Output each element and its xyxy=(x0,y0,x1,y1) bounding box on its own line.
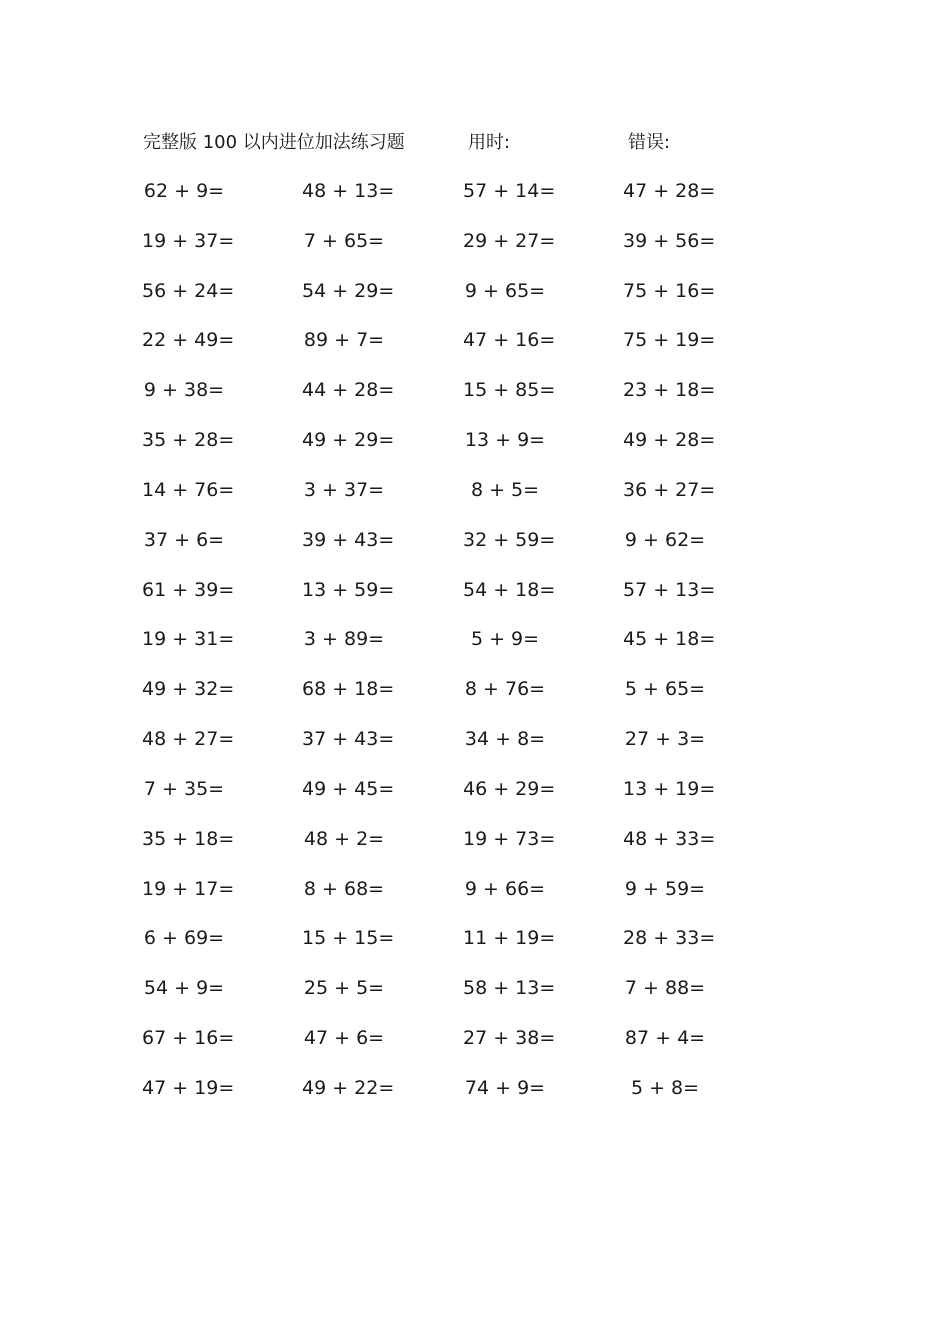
problem-row xyxy=(0,869,950,919)
problem-row xyxy=(0,271,950,321)
addition-problem: 19 + 73= xyxy=(463,827,556,850)
addition-problem: 35 + 28= xyxy=(142,429,235,452)
addition-problem: 61 + 39= xyxy=(142,578,235,601)
addition-problem: 39 + 56= xyxy=(623,229,716,252)
addition-problem: 9 + 62= xyxy=(624,528,706,551)
worksheet-title: 完整版 100 以内进位加法练习题 xyxy=(143,132,405,153)
addition-problem: 25 + 5= xyxy=(303,977,385,1000)
addition-problem: 34 + 8= xyxy=(464,728,546,751)
addition-problem: 48 + 2= xyxy=(303,827,385,850)
addition-problem: 56 + 24= xyxy=(142,279,235,302)
addition-problem: 35 + 18= xyxy=(142,827,235,850)
problem-row xyxy=(0,520,950,570)
problem-row xyxy=(0,619,950,669)
addition-problem: 58 + 13= xyxy=(463,977,556,1000)
addition-problem: 13 + 59= xyxy=(302,578,395,601)
error-label: 错误: xyxy=(628,132,671,153)
addition-problem: 47 + 16= xyxy=(463,329,556,352)
addition-problem: 49 + 29= xyxy=(302,429,395,452)
addition-problem: 13 + 19= xyxy=(623,777,716,800)
addition-problem: 39 + 43= xyxy=(302,528,395,551)
problem-row xyxy=(0,171,950,221)
addition-problem: 9 + 38= xyxy=(143,379,225,402)
addition-problem: 57 + 13= xyxy=(623,578,716,601)
addition-problem: 68 + 18= xyxy=(302,678,395,701)
addition-problem: 19 + 37= xyxy=(142,229,235,252)
addition-problem: 9 + 65= xyxy=(464,279,546,302)
problem-row xyxy=(0,819,950,869)
addition-problem: 22 + 49= xyxy=(142,329,235,352)
problem-row xyxy=(0,420,950,470)
addition-problem: 75 + 19= xyxy=(623,329,716,352)
problem-grid xyxy=(0,171,950,1118)
addition-problem: 28 + 33= xyxy=(623,927,716,950)
addition-problem: 13 + 9= xyxy=(464,429,546,452)
addition-problem: 44 + 28= xyxy=(302,379,395,402)
addition-problem: 48 + 27= xyxy=(142,728,235,751)
addition-problem: 6 + 69= xyxy=(143,927,225,950)
problem-row xyxy=(0,320,950,370)
problem-row xyxy=(0,769,950,819)
addition-problem: 9 + 59= xyxy=(624,877,706,900)
problem-row xyxy=(0,968,950,1018)
problem-row xyxy=(0,719,950,769)
addition-problem: 45 + 18= xyxy=(623,628,716,651)
addition-problem: 37 + 6= xyxy=(143,528,225,551)
problem-row xyxy=(0,918,950,968)
time-label: 用时: xyxy=(468,132,511,153)
addition-problem: 15 + 15= xyxy=(302,927,395,950)
worksheet-header xyxy=(0,126,950,160)
addition-problem: 5 + 9= xyxy=(470,628,540,651)
addition-problem: 49 + 45= xyxy=(302,777,395,800)
addition-problem: 62 + 9= xyxy=(143,180,225,202)
addition-problem: 67 + 16= xyxy=(142,1027,235,1050)
addition-problem: 46 + 29= xyxy=(463,777,556,800)
problem-row xyxy=(0,669,950,719)
addition-problem: 11 + 19= xyxy=(463,927,556,950)
addition-problem: 27 + 38= xyxy=(463,1027,556,1050)
addition-problem: 57 + 14= xyxy=(463,180,556,202)
addition-problem: 14 + 76= xyxy=(142,478,235,501)
addition-problem: 29 + 27= xyxy=(463,229,556,252)
addition-problem: 9 + 66= xyxy=(464,877,546,900)
addition-problem: 8 + 76= xyxy=(464,678,546,701)
addition-problem: 3 + 89= xyxy=(303,628,385,651)
addition-problem: 49 + 28= xyxy=(623,429,716,452)
addition-problem: 47 + 6= xyxy=(303,1027,385,1050)
addition-problem: 48 + 33= xyxy=(623,827,716,850)
addition-problem: 27 + 3= xyxy=(624,728,706,751)
addition-problem: 47 + 28= xyxy=(623,180,716,202)
addition-problem: 19 + 31= xyxy=(142,628,235,651)
addition-problem: 7 + 65= xyxy=(303,229,385,252)
addition-problem: 87 + 4= xyxy=(624,1027,706,1050)
addition-problem: 49 + 32= xyxy=(142,678,235,701)
problem-row xyxy=(0,1018,950,1068)
problem-row xyxy=(0,570,950,620)
addition-problem: 54 + 29= xyxy=(302,279,395,302)
addition-problem: 5 + 8= xyxy=(630,1076,700,1099)
addition-problem: 8 + 68= xyxy=(303,877,385,900)
addition-problem: 23 + 18= xyxy=(623,379,716,402)
addition-problem: 75 + 16= xyxy=(623,279,716,302)
addition-problem: 5 + 65= xyxy=(624,678,706,701)
addition-problem: 89 + 7= xyxy=(303,329,385,352)
addition-problem: 7 + 35= xyxy=(143,777,225,800)
addition-problem: 19 + 17= xyxy=(142,877,235,900)
problem-row xyxy=(0,1068,950,1118)
addition-problem: 74 + 9= xyxy=(464,1076,546,1099)
addition-problem: 7 + 88= xyxy=(624,977,706,1000)
addition-problem: 37 + 43= xyxy=(302,728,395,751)
addition-problem: 8 + 5= xyxy=(470,478,540,501)
addition-problem: 48 + 13= xyxy=(302,180,395,202)
addition-problem: 36 + 27= xyxy=(623,478,716,501)
problem-row xyxy=(0,470,950,520)
addition-problem: 49 + 22= xyxy=(302,1076,395,1099)
problem-row xyxy=(0,370,950,420)
problem-row xyxy=(0,221,950,271)
addition-problem: 15 + 85= xyxy=(463,379,556,402)
addition-problem: 3 + 37= xyxy=(303,478,385,501)
addition-problem: 32 + 59= xyxy=(463,528,556,551)
addition-problem: 47 + 19= xyxy=(142,1076,235,1099)
addition-problem: 54 + 9= xyxy=(143,977,225,1000)
addition-problem: 54 + 18= xyxy=(463,578,556,601)
